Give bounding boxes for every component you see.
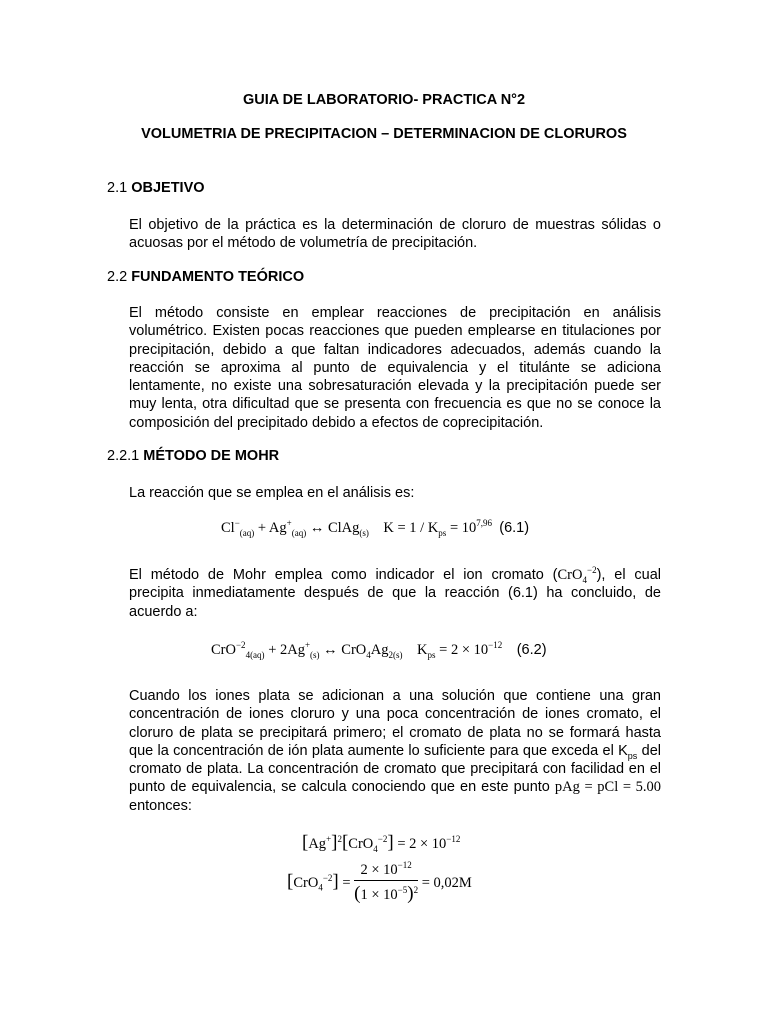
equation-number: (6.1) — [499, 520, 530, 536]
paragraph-fundamento: El método consiste en emplear reacciones de precipitación en análisis volumétrico. Existen pocas reacciones que pueden emplearse en titulaciones por precipitación, debido a que faltan indicadores adecuados, además cuando la reacción se aproxima al punto de equivalencia y el titulánte se adiciona lentamente, no existe una sobresaturación elevada y la precipitación puede ser muy lenta, otra dificultad que se presenta con frecuencia es que no se conoce la composición del precipitado debido a efectos de coprecipitación. — [129, 305, 661, 431]
paragraph-indicador: El método de Mohr emplea como indicador el ion cromato (CrO$_4^{-2}$), el cual precipita inmediatamente después de que la reacción (6.1) ha concluido, de acuerdo a: — [129, 565, 661, 620]
fraction: $\frac{2 \times 10^{-12}}{(1 \times 10^{-5})^2}$ — [354, 860, 419, 904]
section-title: MÉTODO DE MOHR — [143, 448, 280, 464]
section-heading-objetivo — [107, 180, 205, 196]
inline-math: pAg = pCl = 5.00 — [554, 779, 662, 796]
paragraph-precipitacion: Cuando los iones plata se adicionan a una solución que contiene una gran concentración de iones cloruro y una poca concentración de iones cromato, el cloruro de plata se precipitará primero; el cromato de plata no se formará hasta que la concentración de ión plata aumente lo suficiente para que exceda el $K_{ps}$ del cromato de plata. La concentración de cromato que precipitará con facilidad en el punto de equivalencia, se calcula conociendo que en este punto pAg = pCl = 5.00 entonces: — [129, 688, 662, 814]
section-number: 2.2 — [107, 269, 128, 285]
paragraph-reaccion: La reacción que se emplea en el análisis es: — [129, 485, 415, 501]
section-number: 2.2.1 — [107, 448, 140, 464]
section-heading-mohr — [107, 448, 279, 464]
equation-6-2: $CrO^{-2}_{4(aq)} + 2Ag^+_{(s)}$ ↔ $CrO_4Ag_{2(s)}$ $K_{ps} = 2 \times 10^{-12}$ (6.2) — [211, 640, 547, 660]
section-title: OBJETIVO — [131, 180, 205, 196]
equation-6-1: $Cl^-_{(aq)} + Ag^+_{(aq)}$ ↔ ClAg$_{(s)}$ $K = 1 / K_{ps} = 10^{7,96}$ (6.1) — [221, 518, 530, 538]
equation-number: (6.2) — [516, 642, 547, 658]
document-title: GUIA DE LABORATORIO- PRACTICA N°2 — [242, 92, 526, 108]
chromate-formula: CrO$_4^{-2}$ — [557, 565, 597, 585]
section-number: 2.1 — [107, 180, 128, 196]
document-subtitle: VOLUMETRIA DE PRECIPITACION – DETERMINACION DE CLORUROS — [141, 126, 627, 142]
section-title: FUNDAMENTO TEÓRICO — [131, 269, 305, 285]
paragraph-objetivo: El objetivo de la práctica es la determinación de cloruro de muestras sólidas o acuosas por el método de volumetría de precipitación. — [129, 217, 661, 252]
section-heading-fundamento — [107, 269, 304, 285]
result-value: 0,02M — [433, 874, 472, 891]
equation-product: $[Ag^+]^2[CrO_4^{-2}] = 2 \times 10^{-12}$ — [302, 832, 461, 854]
equation-chromate-concentration: [CrO$_4^{-2}$] = $\frac{2 \times 10^{-12}}{(1 \times 10^{-5})^2}$ = 0,02M — [287, 860, 472, 904]
